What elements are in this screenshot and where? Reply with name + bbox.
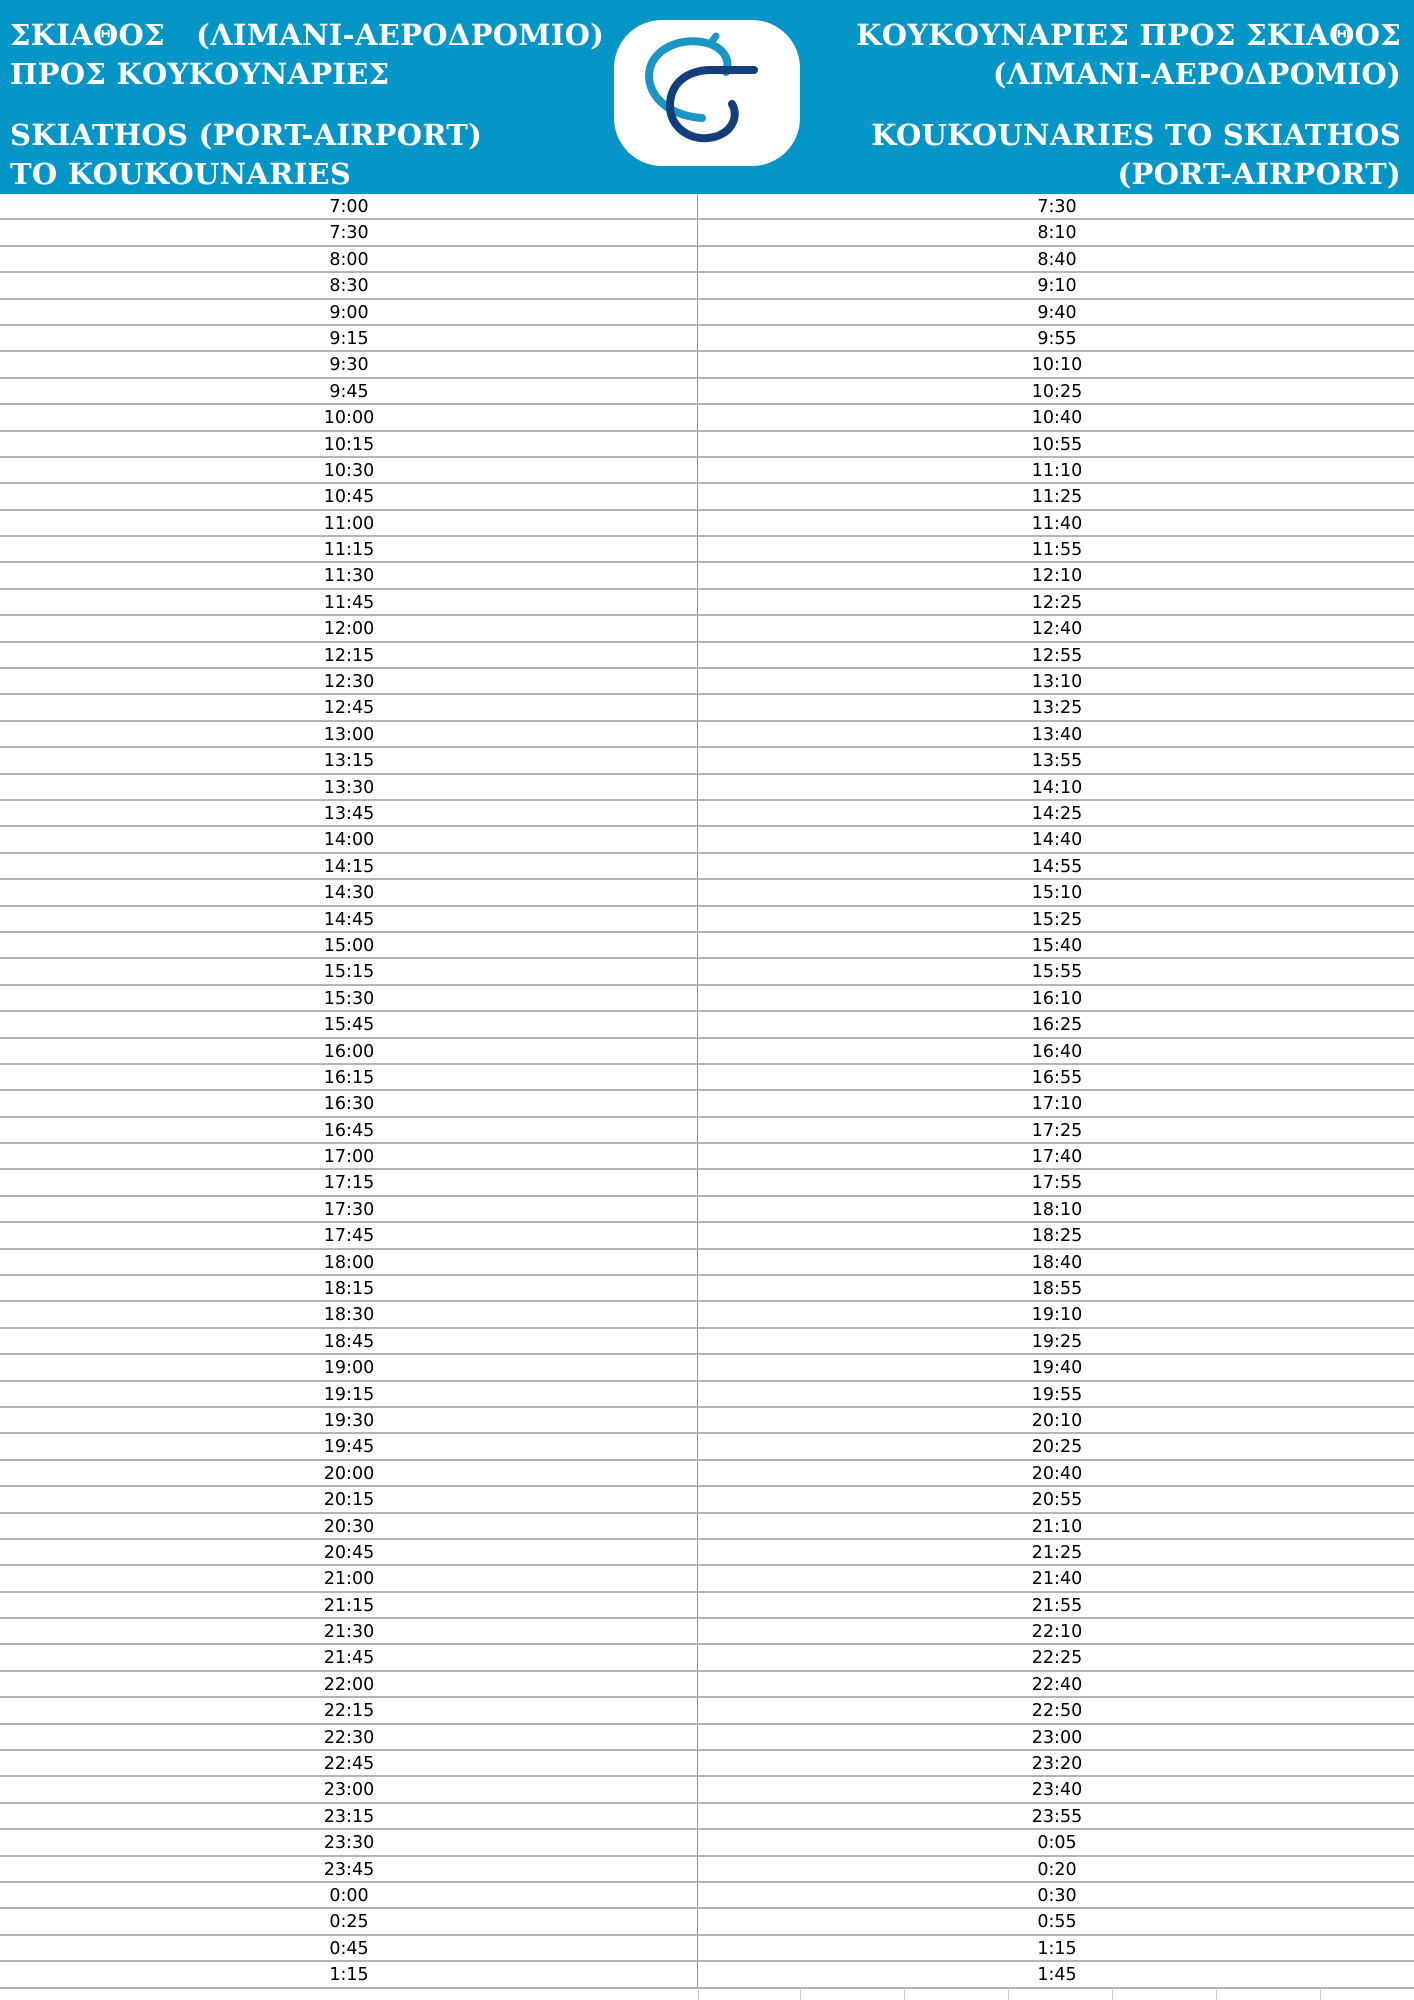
column-divider	[697, 1434, 698, 1458]
timetable-row	[0, 1751, 1414, 1777]
departure-time-from-koukounaries: 23:00	[1031, 1727, 1083, 1748]
departure-time-from-koukounaries: 13:55	[1031, 751, 1083, 772]
departure-time-from-koukounaries: 0:55	[1037, 1912, 1077, 1933]
departure-time-from-skiathos: 14:30	[323, 883, 375, 904]
timetable-row	[0, 1355, 1414, 1381]
departure-time-from-skiathos: 17:30	[323, 1199, 375, 1220]
timetable-row	[0, 1936, 1414, 1962]
departure-time-from-skiathos: 16:45	[323, 1120, 375, 1141]
timetable-row	[0, 1698, 1414, 1724]
column-divider	[697, 300, 698, 324]
departure-time-from-skiathos: 20:15	[323, 1490, 375, 1511]
departure-time-from-koukounaries: 19:10	[1031, 1305, 1083, 1326]
departure-time-from-skiathos: 10:45	[323, 487, 375, 508]
departure-time-from-koukounaries: 14:40	[1031, 830, 1083, 851]
timetable-row	[0, 590, 1414, 616]
right-route-title-greek	[856, 16, 1401, 94]
timetable-row	[0, 1197, 1414, 1223]
departure-time-from-koukounaries: 20:55	[1031, 1490, 1083, 1511]
departure-time-from-skiathos: 19:15	[323, 1384, 375, 1405]
timetable-row	[0, 722, 1414, 748]
departure-time-from-skiathos: 18:45	[323, 1331, 375, 1352]
grid-tick	[1008, 1990, 1009, 2000]
departure-time-from-koukounaries: 16:55	[1031, 1067, 1083, 1088]
column-divider	[697, 1461, 698, 1485]
departure-time-from-koukounaries: 14:10	[1031, 777, 1083, 798]
left-english-line-2: TO KOUKOUNARIES	[10, 157, 352, 191]
column-divider	[697, 1830, 698, 1854]
linked-rings-logo-icon	[614, 20, 800, 166]
timetable-row	[0, 1725, 1414, 1751]
timetable-row	[0, 1514, 1414, 1540]
column-divider	[697, 1909, 698, 1933]
column-divider	[697, 511, 698, 535]
departure-time-from-skiathos: 8:30	[329, 276, 369, 297]
grid-tick	[698, 1990, 699, 2000]
departure-time-from-koukounaries: 0:30	[1037, 1886, 1077, 1906]
departure-time-from-koukounaries: 17:10	[1031, 1094, 1083, 1115]
departure-time-from-skiathos: 12:15	[323, 645, 375, 666]
departure-time-from-koukounaries: 12:55	[1031, 645, 1083, 666]
left-route-title-greek	[10, 16, 604, 94]
column-divider	[697, 1751, 698, 1775]
column-divider	[697, 1039, 698, 1063]
departure-time-from-skiathos: 18:15	[323, 1279, 375, 1300]
departure-time-from-koukounaries: 11:25	[1031, 487, 1083, 508]
timetable-row	[0, 1250, 1414, 1276]
departure-time-from-skiathos: 8:00	[329, 249, 369, 270]
column-divider	[697, 1118, 698, 1142]
column-divider	[697, 405, 698, 429]
departure-time-from-skiathos: 18:00	[323, 1252, 375, 1273]
timetable-row	[0, 1223, 1414, 1249]
departure-time-from-koukounaries: 17:55	[1031, 1173, 1083, 1194]
departure-time-from-koukounaries: 9:55	[1037, 328, 1077, 349]
departure-time-from-skiathos: 7:00	[329, 197, 369, 217]
departure-time-from-koukounaries: 10:40	[1031, 408, 1083, 429]
departure-time-from-skiathos: 21:45	[323, 1648, 375, 1669]
column-divider	[697, 1593, 698, 1617]
timetable-row	[0, 1487, 1414, 1513]
departure-time-from-koukounaries: 9:10	[1037, 276, 1077, 297]
departure-time-from-skiathos: 17:15	[323, 1173, 375, 1194]
column-divider	[697, 537, 698, 561]
departure-time-from-skiathos: 11:15	[323, 540, 375, 561]
departure-time-from-skiathos: 22:30	[323, 1727, 375, 1748]
departure-time-from-skiathos: 12:00	[323, 619, 375, 640]
departure-time-from-koukounaries: 23:40	[1031, 1780, 1083, 1801]
departure-time-from-skiathos: 9:15	[329, 328, 369, 349]
company-logo	[614, 20, 800, 166]
departure-time-from-koukounaries: 22:25	[1031, 1648, 1083, 1669]
column-divider	[697, 775, 698, 799]
departure-time-from-koukounaries: 11:55	[1031, 540, 1083, 561]
column-divider	[697, 194, 698, 218]
column-divider	[697, 458, 698, 482]
departure-time-from-koukounaries: 15:25	[1031, 909, 1083, 930]
departure-time-from-koukounaries: 9:40	[1037, 302, 1077, 323]
timetable-row	[0, 537, 1414, 563]
column-divider	[697, 722, 698, 746]
column-divider	[697, 379, 698, 403]
footer-grid-ticks	[0, 1990, 1414, 2000]
timetable-row	[0, 827, 1414, 853]
departure-time-from-skiathos: 22:00	[323, 1674, 375, 1695]
column-divider	[697, 1619, 698, 1643]
departure-time-from-koukounaries: 19:40	[1031, 1358, 1083, 1379]
timetable-row	[0, 748, 1414, 774]
timetable-row	[0, 1382, 1414, 1408]
column-divider	[697, 827, 698, 851]
departure-time-from-koukounaries: 13:10	[1031, 672, 1083, 693]
departure-time-from-skiathos: 23:45	[323, 1859, 375, 1880]
departure-time-from-skiathos: 13:30	[323, 777, 375, 798]
departure-time-from-skiathos: 0:25	[329, 1912, 369, 1933]
departure-time-from-koukounaries: 15:10	[1031, 883, 1083, 904]
departure-time-from-koukounaries: 8:10	[1037, 223, 1077, 244]
column-divider	[697, 1012, 698, 1036]
departure-time-from-koukounaries: 20:10	[1031, 1410, 1083, 1431]
departure-time-from-koukounaries: 15:40	[1031, 935, 1083, 956]
departure-time-from-skiathos: 13:45	[323, 803, 375, 824]
column-divider	[697, 484, 698, 508]
timetable-row	[0, 194, 1414, 220]
departure-time-from-koukounaries: 15:55	[1031, 962, 1083, 983]
departure-time-from-skiathos: 11:00	[323, 513, 375, 534]
column-divider	[697, 933, 698, 957]
departure-time-from-koukounaries: 16:10	[1031, 988, 1083, 1009]
departure-time-from-koukounaries: 13:25	[1031, 698, 1083, 719]
departure-time-from-koukounaries: 12:25	[1031, 592, 1083, 613]
departure-time-from-koukounaries: 16:40	[1031, 1041, 1083, 1062]
column-divider	[697, 1223, 698, 1247]
departure-time-from-skiathos: 19:30	[323, 1410, 375, 1431]
column-divider	[697, 1144, 698, 1168]
departure-time-from-skiathos: 23:15	[323, 1806, 375, 1827]
departure-time-from-koukounaries: 1:45	[1037, 1965, 1077, 1986]
departure-time-from-koukounaries: 18:25	[1031, 1226, 1083, 1247]
column-divider	[697, 907, 698, 931]
departure-time-from-skiathos: 19:45	[323, 1437, 375, 1458]
column-divider	[697, 801, 698, 825]
right-greek-line-1: ΚΟΥΚΟΥΝΑΡΙΕΣ ΠΡΟΣ ΣΚΙΑΘΟΣ	[856, 18, 1401, 52]
departure-time-from-skiathos: 23:30	[323, 1833, 375, 1854]
timetable-row	[0, 801, 1414, 827]
departure-time-from-koukounaries: 10:25	[1031, 381, 1083, 402]
column-divider	[697, 986, 698, 1010]
timetable-row	[0, 880, 1414, 906]
column-divider	[697, 1197, 698, 1221]
timetable-row	[0, 1170, 1414, 1196]
timetable-row	[0, 933, 1414, 959]
column-divider	[697, 695, 698, 719]
departure-time-from-skiathos: 10:30	[323, 460, 375, 481]
timetable-row	[0, 458, 1414, 484]
departure-time-from-skiathos: 21:00	[323, 1569, 375, 1590]
departure-time-from-skiathos: 14:00	[323, 830, 375, 851]
departure-time-from-skiathos: 20:45	[323, 1542, 375, 1563]
left-greek-line-1: ΣΚΙΑΘΟΣ (ΛΙΜΑΝΙ-ΑΕΡΟΔΡΟΜΙΟ)	[10, 18, 605, 52]
column-divider	[697, 1777, 698, 1801]
column-divider	[697, 748, 698, 772]
timetable-row	[0, 1909, 1414, 1935]
timetable-row	[0, 1276, 1414, 1302]
column-divider	[697, 1804, 698, 1828]
column-divider	[697, 880, 698, 904]
departure-time-from-koukounaries: 10:10	[1031, 355, 1083, 376]
departure-time-from-koukounaries: 23:20	[1031, 1754, 1083, 1775]
departure-time-from-koukounaries: 18:40	[1031, 1252, 1083, 1273]
right-greek-line-2: (ΛΙΜΑΝΙ-ΑΕΡΟΔΡΟΜΙΟ)	[992, 57, 1401, 91]
timetable-row	[0, 300, 1414, 326]
departure-time-from-skiathos: 19:00	[323, 1358, 375, 1379]
column-divider	[697, 1487, 698, 1511]
timetable-header	[0, 0, 1414, 194]
timetable-row	[0, 484, 1414, 510]
departure-time-from-koukounaries: 22:50	[1031, 1701, 1083, 1722]
departure-time-from-skiathos: 9:30	[329, 355, 369, 376]
timetable-row	[0, 959, 1414, 985]
departure-time-from-koukounaries: 13:40	[1031, 724, 1083, 745]
column-divider	[697, 1302, 698, 1326]
column-divider	[697, 220, 698, 244]
departure-time-from-koukounaries: 22:10	[1031, 1622, 1083, 1643]
departure-time-from-skiathos: 11:30	[323, 566, 375, 587]
timetable-row	[0, 1408, 1414, 1434]
timetable-row	[0, 1566, 1414, 1592]
left-greek-line-2: ΠΡΟΣ ΚΟΥΚΟΥΝΑΡΙΕΣ	[10, 57, 390, 91]
departure-time-from-skiathos: 9:00	[329, 302, 369, 323]
timetable-grid	[0, 194, 1414, 1989]
grid-tick	[800, 1990, 801, 2000]
departure-time-from-koukounaries: 14:25	[1031, 803, 1083, 824]
departure-time-from-koukounaries: 8:40	[1037, 249, 1077, 270]
timetable-row	[0, 1857, 1414, 1883]
timetable-row	[0, 1091, 1414, 1117]
column-divider	[697, 959, 698, 983]
column-divider	[697, 326, 698, 350]
departure-time-from-skiathos: 16:00	[323, 1041, 375, 1062]
departure-time-from-skiathos: 14:15	[323, 856, 375, 877]
grid-tick	[1216, 1990, 1217, 2000]
timetable-row	[0, 405, 1414, 431]
timetable-row	[0, 1461, 1414, 1487]
departure-time-from-koukounaries: 21:25	[1031, 1542, 1083, 1563]
departure-time-from-skiathos: 12:30	[323, 672, 375, 693]
departure-time-from-koukounaries: 1:15	[1037, 1938, 1077, 1959]
column-divider	[697, 1962, 698, 1986]
departure-time-from-skiathos: 13:15	[323, 751, 375, 772]
departure-time-from-skiathos: 11:45	[323, 592, 375, 613]
departure-time-from-skiathos: 21:15	[323, 1595, 375, 1616]
timetable-row	[0, 643, 1414, 669]
timetable-row	[0, 1962, 1414, 1988]
timetable-row	[0, 1593, 1414, 1619]
timetable-row	[0, 1434, 1414, 1460]
departure-time-from-skiathos: 14:45	[323, 909, 375, 930]
timetable-row	[0, 432, 1414, 458]
timetable-row	[0, 511, 1414, 537]
column-divider	[697, 432, 698, 456]
departure-time-from-skiathos: 1:15	[329, 1965, 369, 1986]
departure-time-from-koukounaries: 7:30	[1037, 197, 1077, 217]
departure-time-from-skiathos: 18:30	[323, 1305, 375, 1326]
column-divider	[697, 1725, 698, 1749]
timetable-row	[0, 1118, 1414, 1144]
timetable-row	[0, 669, 1414, 695]
timetable-row	[0, 247, 1414, 273]
grid-tick	[904, 1990, 905, 2000]
departure-time-from-skiathos: 16:30	[323, 1094, 375, 1115]
departure-time-from-skiathos: 20:30	[323, 1516, 375, 1537]
timetable-row	[0, 326, 1414, 352]
departure-time-from-skiathos: 17:00	[323, 1147, 375, 1168]
departure-time-from-skiathos: 15:00	[323, 935, 375, 956]
column-divider	[697, 1883, 698, 1907]
column-divider	[697, 1936, 698, 1960]
departure-time-from-skiathos: 15:15	[323, 962, 375, 983]
timetable-row	[0, 352, 1414, 378]
departure-time-from-skiathos: 21:30	[323, 1622, 375, 1643]
column-divider	[697, 1514, 698, 1538]
departure-time-from-skiathos: 13:00	[323, 724, 375, 745]
timetable-row	[0, 1830, 1414, 1856]
departure-time-from-skiathos: 7:30	[329, 223, 369, 244]
departure-time-from-koukounaries: 17:40	[1031, 1147, 1083, 1168]
timetable-row	[0, 1804, 1414, 1830]
departure-time-from-koukounaries: 23:55	[1031, 1806, 1083, 1827]
departure-time-from-koukounaries: 17:25	[1031, 1120, 1083, 1141]
right-route-title-english	[871, 116, 1401, 194]
timetable-row	[0, 1144, 1414, 1170]
column-divider	[697, 563, 698, 587]
timetable-row	[0, 907, 1414, 933]
departure-time-from-skiathos: 17:45	[323, 1226, 375, 1247]
timetable-row	[0, 1039, 1414, 1065]
departure-time-from-skiathos: 9:45	[329, 381, 369, 402]
departure-time-from-koukounaries: 21:40	[1031, 1569, 1083, 1590]
departure-time-from-koukounaries: 20:25	[1031, 1437, 1083, 1458]
timetable-row	[0, 220, 1414, 246]
departure-time-from-skiathos: 16:15	[323, 1067, 375, 1088]
column-divider	[697, 1382, 698, 1406]
column-divider	[697, 1540, 698, 1564]
timetable-row	[0, 1329, 1414, 1355]
timetable-row	[0, 1672, 1414, 1698]
column-divider	[697, 273, 698, 297]
departure-time-from-koukounaries: 20:40	[1031, 1463, 1083, 1484]
column-divider	[697, 1091, 698, 1115]
timetable-row	[0, 563, 1414, 589]
column-divider	[697, 1065, 698, 1089]
timetable-row	[0, 1883, 1414, 1909]
left-english-line-1: SKIATHOS (PORT-AIRPORT)	[10, 118, 483, 152]
departure-time-from-koukounaries: 22:40	[1031, 1674, 1083, 1695]
timetable-row	[0, 1302, 1414, 1328]
departure-time-from-koukounaries: 11:10	[1031, 460, 1083, 481]
departure-time-from-koukounaries: 18:10	[1031, 1199, 1083, 1220]
column-divider	[697, 1250, 698, 1274]
departure-time-from-skiathos: 10:15	[323, 434, 375, 455]
departure-time-from-skiathos: 15:45	[323, 1015, 375, 1036]
timetable-row	[0, 379, 1414, 405]
grid-tick	[1320, 1990, 1321, 2000]
departure-time-from-koukounaries: 11:40	[1031, 513, 1083, 534]
departure-time-from-skiathos: 22:15	[323, 1701, 375, 1722]
departure-time-from-koukounaries: 0:20	[1037, 1859, 1077, 1880]
departure-time-from-koukounaries: 12:10	[1031, 566, 1083, 587]
timetable-row	[0, 273, 1414, 299]
column-divider	[697, 1857, 698, 1881]
timetable-row	[0, 1645, 1414, 1671]
departure-time-from-skiathos: 0:45	[329, 1938, 369, 1959]
timetable-row	[0, 1777, 1414, 1803]
left-route-title-english	[10, 116, 482, 194]
departure-time-from-skiathos: 0:00	[329, 1886, 369, 1906]
departure-time-from-skiathos: 20:00	[323, 1463, 375, 1484]
column-divider	[697, 1698, 698, 1722]
departure-time-from-koukounaries: 12:40	[1031, 619, 1083, 640]
column-divider	[697, 1645, 698, 1669]
departure-time-from-koukounaries: 19:25	[1031, 1331, 1083, 1352]
column-divider	[697, 1170, 698, 1194]
column-divider	[697, 1566, 698, 1590]
departure-time-from-skiathos: 10:00	[323, 408, 375, 429]
column-divider	[697, 1672, 698, 1696]
column-divider	[697, 247, 698, 271]
timetable-row	[0, 854, 1414, 880]
column-divider	[697, 590, 698, 614]
timetable-row	[0, 1540, 1414, 1566]
timetable-row	[0, 1065, 1414, 1091]
right-english-line-1: KOUKOUNARIES TO SKIATHOS	[871, 118, 1401, 152]
timetable-row	[0, 695, 1414, 721]
departure-time-from-koukounaries: 21:55	[1031, 1595, 1083, 1616]
column-divider	[697, 1329, 698, 1353]
departure-time-from-skiathos: 22:45	[323, 1754, 375, 1775]
departure-time-from-koukounaries: 0:05	[1037, 1833, 1077, 1854]
departure-time-from-koukounaries: 10:55	[1031, 434, 1083, 455]
departure-time-from-skiathos: 12:45	[323, 698, 375, 719]
column-divider	[697, 643, 698, 667]
column-divider	[697, 854, 698, 878]
column-divider	[697, 1408, 698, 1432]
timetable-row	[0, 775, 1414, 801]
grid-tick	[1112, 1990, 1113, 2000]
column-divider	[697, 616, 698, 640]
column-divider	[697, 1355, 698, 1379]
departure-time-from-koukounaries: 21:10	[1031, 1516, 1083, 1537]
column-divider	[697, 1276, 698, 1300]
timetable-row	[0, 616, 1414, 642]
departure-time-from-skiathos: 15:30	[323, 988, 375, 1009]
right-english-line-2: (PORT-AIRPORT)	[1117, 157, 1401, 191]
column-divider	[697, 669, 698, 693]
departure-time-from-koukounaries: 19:55	[1031, 1384, 1083, 1405]
timetable-row	[0, 1619, 1414, 1645]
timetable-row	[0, 1012, 1414, 1038]
departure-time-from-koukounaries: 18:55	[1031, 1279, 1083, 1300]
departure-time-from-koukounaries: 14:55	[1031, 856, 1083, 877]
timetable-row	[0, 986, 1414, 1012]
column-divider	[697, 352, 698, 376]
departure-time-from-skiathos: 23:00	[323, 1780, 375, 1801]
departure-time-from-koukounaries: 16:25	[1031, 1015, 1083, 1036]
